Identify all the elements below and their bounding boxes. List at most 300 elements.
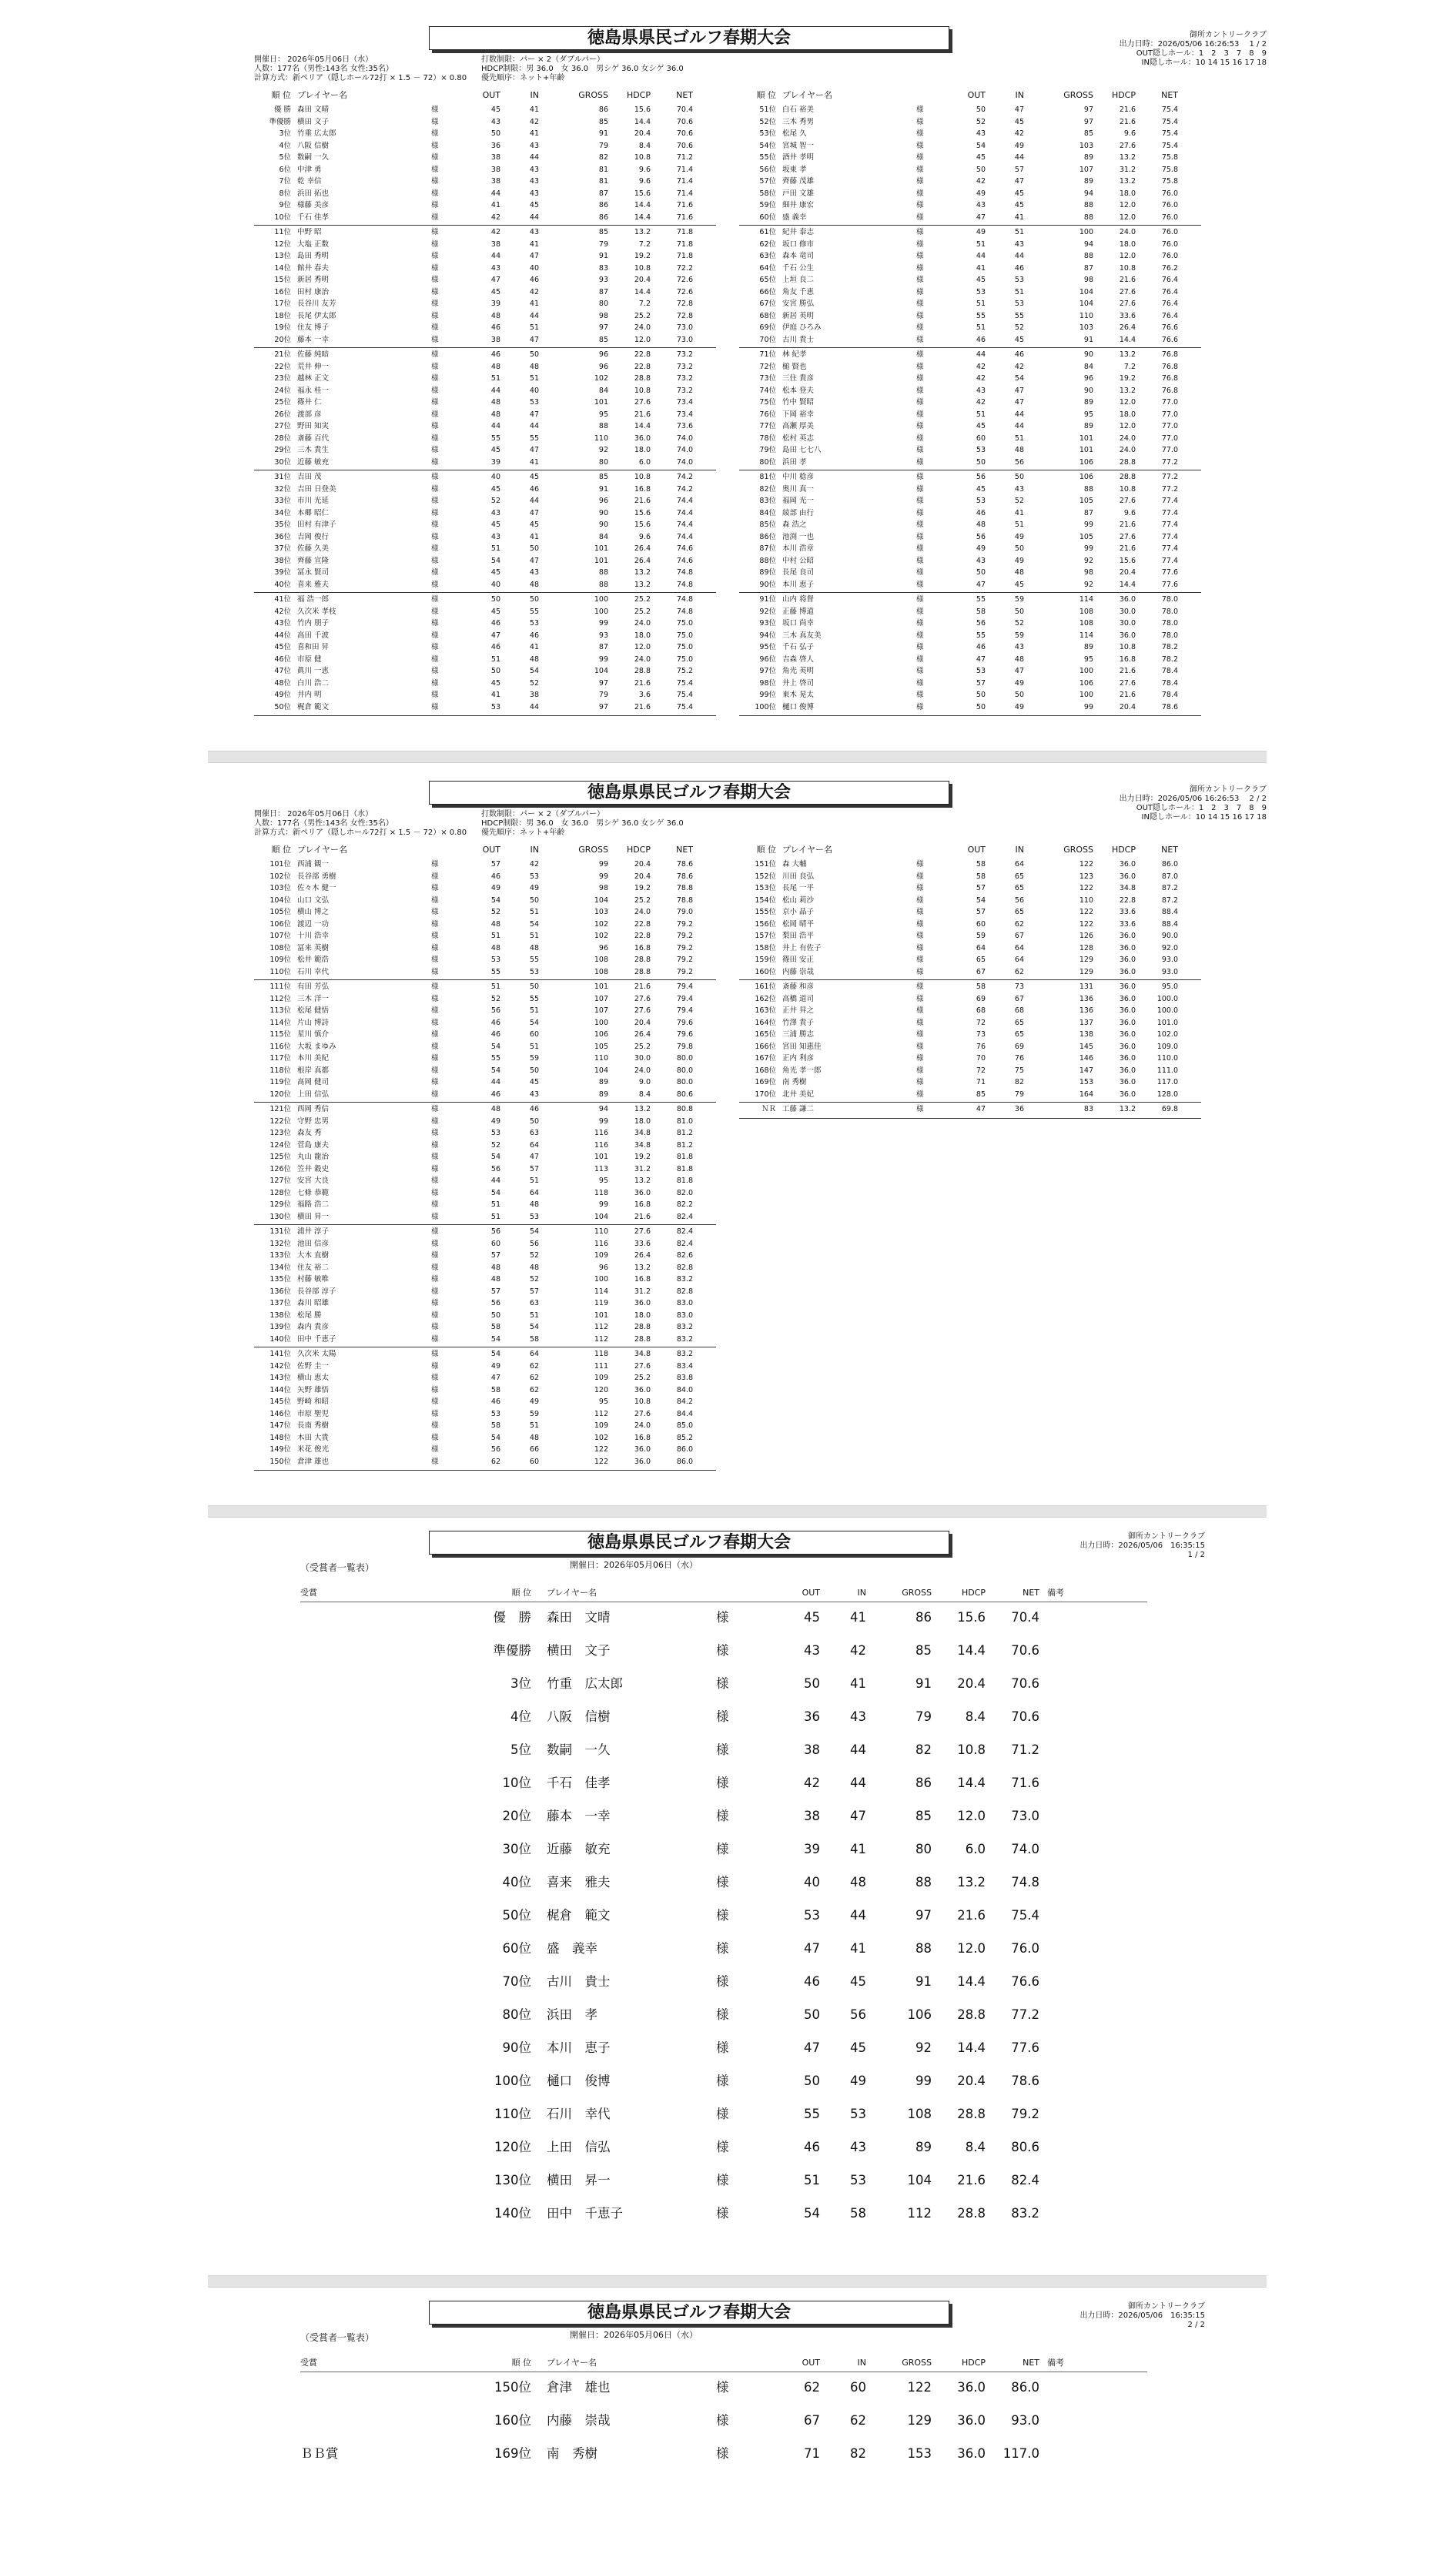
- player-name-cell: 片山 博詩: [297, 1018, 330, 1027]
- net-score-cell: 74.0: [1011, 1842, 1039, 1856]
- honorific-cell: 様: [431, 860, 439, 869]
- net-score-cell: 86.0: [1161, 860, 1178, 869]
- gross-score-cell: 89: [598, 1078, 608, 1086]
- hdcp-cell: 33.6: [634, 1239, 651, 1248]
- in-score-cell: 51: [1014, 228, 1024, 236]
- gross-score-cell: 109: [594, 1421, 608, 1430]
- hdcp-cell: 8.4: [965, 1709, 986, 1724]
- honorific-cell: 様: [716, 1709, 729, 1724]
- in-score-cell: 59: [529, 1054, 539, 1063]
- player-name-cell: 本郷 昭仁: [297, 508, 330, 517]
- rank-cell: 165位: [755, 1030, 776, 1039]
- honorific-cell: 様: [916, 595, 924, 604]
- honorific-cell: 様: [916, 919, 924, 929]
- honorific-cell: 様: [716, 1875, 729, 1890]
- in-score-cell: 54: [529, 919, 539, 929]
- results-page-1: [208, 15, 1267, 739]
- summary-section-label: （受賞者一覧表）: [300, 2332, 375, 2343]
- honorific-cell: 様: [716, 2074, 729, 2088]
- gross-score-cell: 99: [598, 619, 608, 628]
- table-row: [254, 631, 716, 641]
- group-divider: [739, 979, 1201, 980]
- rank-cell: 133位: [269, 1251, 291, 1260]
- hdcp-cell: 14.4: [1119, 335, 1136, 344]
- gross-score-cell: 145: [1079, 1042, 1093, 1051]
- table-row: [254, 642, 716, 652]
- table-row: [739, 994, 1201, 1004]
- table-row: [254, 200, 716, 210]
- gross-score-cell: 97: [915, 1908, 932, 1923]
- net-score-cell: 79.6: [676, 1030, 693, 1039]
- net-score-cell: 93.0: [1161, 956, 1178, 964]
- out-score-cell: 50: [976, 165, 986, 174]
- net-score-cell: 79.8: [676, 1042, 693, 1051]
- player-name-cell: 吉岡 俊行: [297, 532, 330, 541]
- player-name-cell: 倉津 雄也: [547, 2380, 611, 2395]
- hdcp-cell: 22.8: [1119, 895, 1136, 905]
- summary-row: [208, 2378, 1267, 2398]
- player-name-cell: 酒井 孝明: [782, 153, 815, 162]
- table-row: [254, 883, 716, 893]
- rank-cell: 75位: [759, 398, 776, 407]
- player-name-cell: 南 秀樹: [547, 2446, 597, 2461]
- player-name-cell: 館井 春夫: [297, 263, 330, 273]
- club-name: 御所カントリークラブ: [1190, 785, 1267, 794]
- net-score-cell: 73.0: [676, 335, 693, 344]
- in-score-cell: 41: [850, 1941, 866, 1956]
- honorific-cell: 様: [431, 153, 439, 162]
- hdcp-cell: 10.8: [1119, 263, 1136, 273]
- table-row: [739, 323, 1201, 333]
- player-name-cell: 梶倉 範文: [297, 702, 330, 711]
- in-score-cell: 66: [529, 1445, 539, 1454]
- in-score-cell: 48: [1014, 446, 1024, 454]
- gross-score-cell: 85: [598, 228, 608, 236]
- club-name: 御所カントリークラブ: [1128, 2302, 1205, 2311]
- in-score-cell: 49: [529, 1398, 539, 1406]
- net-score-cell: 77.2: [1161, 457, 1178, 467]
- hdcp-cell: 28.8: [634, 967, 651, 976]
- out-score-cell: 45: [976, 484, 986, 494]
- out-score-cell: 42: [976, 177, 986, 186]
- out-score-cell: 39: [490, 300, 500, 308]
- net-score-cell: 100.0: [1156, 994, 1178, 1003]
- out-score-cell: 50: [976, 568, 986, 577]
- hdcp-cell: 12.0: [1119, 201, 1136, 209]
- column-header-in: IN: [530, 845, 539, 855]
- rank-cell: 80位: [759, 457, 776, 467]
- table-row: [739, 152, 1201, 162]
- out-score-cell: 42: [976, 398, 986, 407]
- hdcp-cell: 18.0: [1119, 410, 1136, 419]
- net-score-cell: 74.0: [676, 433, 693, 443]
- net-score-cell: 74.4: [676, 508, 693, 517]
- in-score-cell: 45: [1014, 117, 1024, 126]
- in-score-cell: 62: [850, 2413, 866, 2428]
- honorific-cell: 様: [916, 860, 924, 869]
- column-header-net: NET: [676, 90, 693, 100]
- out-score-cell: 38: [490, 165, 500, 174]
- hdcp-cell: 13.2: [1119, 1105, 1136, 1113]
- player-name-cell: 細井 康宏: [782, 201, 815, 209]
- net-score-cell: 73.2: [676, 362, 693, 371]
- net-score-cell: 76.0: [1161, 189, 1178, 198]
- out-score-cell: 44: [490, 1177, 500, 1185]
- rank-cell: 73位: [759, 374, 776, 383]
- table-row: [739, 1066, 1201, 1076]
- in-score-cell: 51: [529, 1006, 539, 1015]
- out-score-cell: 49: [490, 1116, 500, 1126]
- table-row: [739, 895, 1201, 905]
- out-score-cell: 47: [976, 1105, 986, 1113]
- player-name-cell: 守野 忠男: [297, 1116, 330, 1126]
- out-score-cell: 47: [976, 580, 986, 589]
- rank-cell: 52位: [759, 117, 776, 126]
- gross-score-cell: 106: [594, 1030, 608, 1039]
- gross-score-cell: 100: [594, 1275, 608, 1284]
- table-row: [254, 931, 716, 941]
- net-score-cell: 70.4: [1011, 1610, 1039, 1625]
- out-score-cell: 38: [490, 239, 500, 249]
- gross-score-cell: 118: [594, 1350, 608, 1358]
- in-score-cell: 65: [1014, 1018, 1024, 1027]
- gross-score-cell: 110: [1079, 895, 1093, 905]
- rank-cell: 144位: [269, 1385, 291, 1394]
- hdcp-limit: HDCP制限：男 36.0 女 36.0 男シゲ 36.0 女シゲ 36.0: [481, 819, 684, 828]
- player-name-cell: 白川 浩二: [297, 678, 330, 688]
- honorific-cell: 様: [916, 521, 924, 529]
- net-score-cell: 76.6: [1161, 335, 1178, 344]
- honorific-cell: 様: [431, 872, 439, 881]
- in-score-cell: 47: [529, 1153, 539, 1161]
- net-score-cell: 85.0: [676, 1421, 693, 1430]
- rank-cell: 64位: [759, 263, 776, 273]
- hdcp-cell: 19.2: [634, 884, 651, 892]
- net-score-cell: 90.0: [1161, 932, 1178, 940]
- net-score-cell: 76.8: [1161, 350, 1178, 359]
- rank-cell: 100位: [755, 702, 776, 711]
- rank-cell: 49位: [274, 691, 291, 699]
- net-score-cell: 74.6: [676, 544, 693, 553]
- out-score-cell: 48: [490, 362, 500, 371]
- player-name-cell: 角光 英明: [782, 667, 815, 675]
- table-row: [254, 508, 716, 518]
- out-score-cell: 68: [976, 1006, 986, 1015]
- net-score-cell: 75.4: [676, 691, 693, 699]
- hdcp-cell: 12.0: [1119, 252, 1136, 260]
- rank-cell: 120位: [494, 2140, 531, 2154]
- net-score-cell: 79.2: [1011, 2107, 1039, 2121]
- page-separator: [208, 1505, 1267, 1518]
- table-row: [254, 1077, 716, 1087]
- player-name-cell: 紀井 泰志: [782, 228, 815, 236]
- in-score-cell: 43: [529, 568, 539, 577]
- out-score-cell: 85: [976, 1090, 986, 1099]
- player-name-cell: 佐藤 純暗: [297, 350, 330, 359]
- column-header-player: プレイヤー名: [547, 2358, 597, 2368]
- in-score-cell: 44: [850, 1776, 866, 1790]
- net-score-cell: 78.6: [676, 872, 693, 881]
- net-score-cell: 82.4: [676, 1227, 693, 1236]
- in-score-cell: 51: [529, 932, 539, 940]
- gross-score-cell: 88: [598, 580, 608, 589]
- net-score-cell: 73.4: [676, 398, 693, 407]
- net-score-cell: 83.8: [676, 1374, 693, 1382]
- player-name-cell: 横山 博之: [297, 908, 330, 916]
- player-name-cell: 竹中 賢昭: [782, 398, 815, 407]
- in-score-cell: 54: [529, 1323, 539, 1331]
- hdcp-cell: 31.2: [1119, 165, 1136, 174]
- gross-score-cell: 112: [594, 1323, 608, 1331]
- hdcp-cell: 21.6: [634, 497, 651, 505]
- hdcp-cell: 25.2: [634, 311, 651, 320]
- table-row: [254, 373, 716, 383]
- player-name-cell: 井内 明: [297, 691, 322, 699]
- net-score-cell: 76.0: [1161, 201, 1178, 209]
- table-row: [254, 1322, 716, 1332]
- gross-score-cell: 138: [1079, 1030, 1093, 1039]
- summary-row: [208, 1939, 1267, 1959]
- net-score-cell: 110.0: [1156, 1054, 1178, 1063]
- hdcp-cell: 36.0: [634, 1188, 651, 1197]
- rank-cell: 108位: [269, 943, 291, 952]
- honorific-cell: 様: [431, 1275, 439, 1284]
- hdcp-cell: 16.8: [634, 943, 651, 952]
- rank-cell: 113位: [269, 1006, 291, 1015]
- gross-score-cell: 100: [594, 607, 608, 616]
- in-score-cell: 69: [1014, 1042, 1024, 1051]
- honorific-cell: 様: [916, 386, 924, 395]
- club-name: 御所カントリークラブ: [1190, 31, 1267, 39]
- rank-cell: 92位: [759, 607, 776, 616]
- gross-score-cell: 112: [594, 1334, 608, 1344]
- hdcp-cell: 12.0: [1119, 398, 1136, 407]
- rank-cell: 55位: [759, 153, 776, 162]
- rank-cell: 60位: [502, 1941, 531, 1956]
- rank-cell: 103位: [269, 884, 291, 892]
- hdcp-cell: 13.2: [1119, 153, 1136, 162]
- hdcp-cell: 36.0: [1119, 1018, 1136, 1027]
- hdcp-cell: 18.0: [634, 631, 651, 640]
- in-score-cell: 53: [529, 872, 539, 881]
- player-name-cell: 松井 範浩: [297, 956, 330, 964]
- summary-row: [208, 2038, 1267, 2058]
- gross-score-cell: 86: [598, 213, 608, 222]
- net-score-cell: 75.8: [1161, 177, 1178, 186]
- hdcp-cell: 36.0: [1119, 872, 1136, 881]
- net-score-cell: 77.2: [1161, 473, 1178, 481]
- gross-score-cell: 89: [598, 1090, 608, 1099]
- in-score-cell: 50: [1014, 607, 1024, 616]
- honorific-cell: 様: [916, 1006, 924, 1015]
- player-name-cell: 松尾 勝: [297, 1310, 322, 1320]
- column-header-gross: GROSS: [1063, 845, 1093, 855]
- rank-cell: 166位: [755, 1042, 776, 1051]
- gross-score-cell: 131: [1079, 982, 1093, 991]
- honorific-cell: 様: [716, 1610, 729, 1625]
- table-row: [739, 556, 1201, 566]
- in-score-cell: 41: [850, 1842, 866, 1856]
- player-count: 人数：177名（男性:143名 女性:35名）: [254, 819, 393, 828]
- column-header-row: [208, 1586, 1267, 1600]
- out-score-cell: 49: [490, 1361, 500, 1371]
- hdcp-cell: 21.6: [1119, 276, 1136, 284]
- hdcp-cell: 36.0: [1119, 595, 1136, 604]
- rank-cell: 35位: [274, 521, 291, 529]
- hdcp-cell: 7.2: [1123, 362, 1136, 371]
- in-score-cell: 73: [1014, 982, 1024, 991]
- table-row: [739, 666, 1201, 676]
- honorific-cell: 様: [431, 484, 439, 494]
- gross-score-cell: 164: [1079, 1090, 1093, 1099]
- in-score-cell: 50: [1014, 544, 1024, 553]
- honorific-cell: 様: [431, 213, 439, 222]
- player-name-cell: 八阪 信樹: [297, 141, 330, 150]
- honorific-cell: 様: [916, 276, 924, 284]
- table-row: [254, 129, 716, 139]
- out-score-cell: 48: [490, 1105, 500, 1113]
- honorific-cell: 様: [916, 532, 924, 541]
- gross-score-cell: 79: [598, 141, 608, 150]
- out-score-cell: 51: [976, 300, 986, 308]
- table-row: [739, 129, 1201, 139]
- column-header-in: IN: [1015, 845, 1024, 855]
- out-score-cell: 44: [976, 350, 986, 359]
- group-divider: [739, 347, 1201, 348]
- hdcp-cell: 28.8: [634, 956, 651, 964]
- hdcp-cell: 21.6: [634, 678, 651, 688]
- in-score-cell: 53: [529, 619, 539, 628]
- gross-score-cell: 101: [594, 1310, 608, 1320]
- out-score-cell: 64: [976, 943, 986, 952]
- honorific-cell: 様: [431, 129, 439, 138]
- in-score-cell: 51: [529, 908, 539, 916]
- gross-score-cell: 122: [594, 1457, 608, 1466]
- player-name-cell: 七條 恭範: [297, 1188, 330, 1197]
- hdcp-cell: 20.4: [957, 2074, 986, 2088]
- honorific-cell: 様: [431, 252, 439, 260]
- honorific-cell: 様: [916, 956, 924, 964]
- out-score-cell: 48: [490, 398, 500, 407]
- in-score-cell: 42: [1014, 362, 1024, 371]
- net-score-cell: 74.8: [676, 568, 693, 577]
- hdcp-cell: 36.0: [1119, 1090, 1136, 1099]
- net-score-cell: 73.6: [676, 422, 693, 430]
- player-name-cell: 角光 孝一郎: [782, 1066, 822, 1075]
- net-score-cell: 77.4: [1161, 497, 1178, 505]
- gross-score-cell: 79: [598, 239, 608, 249]
- net-score-cell: 75.2: [676, 667, 693, 675]
- out-score-cell: 50: [804, 2007, 820, 2022]
- table-row: [254, 1140, 716, 1150]
- net-score-cell: 84.0: [676, 1385, 693, 1394]
- hdcp-cell: 33.6: [1119, 919, 1136, 929]
- rank-cell: 44位: [274, 631, 291, 640]
- gross-score-cell: 116: [594, 1239, 608, 1248]
- hdcp-cell: 20.4: [1119, 702, 1136, 711]
- table-row: [739, 484, 1201, 494]
- out-score-cell: 46: [804, 2140, 820, 2154]
- gross-score-cell: 88: [915, 1941, 932, 1956]
- gross-score-cell: 104: [594, 895, 608, 905]
- out-score-cell: 53: [976, 497, 986, 505]
- player-name-cell: 千石 弘子: [782, 643, 815, 651]
- honorific-cell: 様: [431, 619, 439, 628]
- out-score-cell: 58: [976, 607, 986, 616]
- net-score-cell: 69.8: [1161, 1105, 1178, 1113]
- summary-row: [208, 1839, 1267, 1859]
- in-score-cell: 41: [850, 1676, 866, 1691]
- honorific-cell: 様: [431, 532, 439, 541]
- out-score-cell: 44: [490, 422, 500, 430]
- gross-score-cell: 102: [594, 932, 608, 940]
- in-score-cell: 50: [529, 350, 539, 359]
- player-name-cell: 古川 貴士: [547, 1974, 611, 1989]
- net-score-cell: 81.2: [676, 1129, 693, 1137]
- honorific-cell: 様: [431, 1251, 439, 1260]
- table-row: [254, 1361, 716, 1371]
- table-row: [254, 1298, 716, 1308]
- in-score-cell: 51: [1014, 521, 1024, 529]
- table-row: [254, 1104, 716, 1114]
- table-row: [254, 1200, 716, 1210]
- table-row: [254, 1444, 716, 1454]
- hdcp-cell: 24.0: [1119, 228, 1136, 236]
- out-score-cell: 53: [490, 1129, 500, 1137]
- in-score-cell: 41: [850, 1610, 866, 1625]
- net-score-cell: 76.6: [1011, 1974, 1039, 1989]
- out-score-cell: 46: [976, 335, 986, 344]
- net-score-cell: 81.8: [676, 1153, 693, 1161]
- hdcp-cell: 14.4: [634, 117, 651, 126]
- rank-cell: 40位: [502, 1875, 531, 1890]
- in-score-cell: 64: [1014, 956, 1024, 964]
- table-row: [739, 263, 1201, 273]
- table-row: [739, 421, 1201, 431]
- player-name-cell: 田中 千恵子: [297, 1334, 336, 1344]
- player-name-cell: 浦井 淳子: [297, 1227, 330, 1236]
- net-score-cell: 77.6: [1161, 568, 1178, 577]
- rank-cell: 11位: [274, 228, 291, 236]
- out-score-cell: 55: [976, 595, 986, 604]
- summary-row: [208, 2444, 1267, 2464]
- table-row: [254, 1152, 716, 1162]
- player-name-cell: 斎藤 百代: [297, 433, 330, 443]
- gross-score-cell: 104: [907, 2173, 932, 2187]
- out-score-cell: 56: [490, 1445, 500, 1454]
- rank-cell: 29位: [274, 446, 291, 454]
- player-name-cell: 長谷川 友芳: [297, 300, 336, 308]
- gross-score-cell: 101: [594, 544, 608, 553]
- table-row: [254, 1263, 716, 1273]
- honorific-cell: 様: [716, 1842, 729, 1856]
- honorific-cell: 様: [916, 643, 924, 651]
- honorific-cell: 様: [916, 350, 924, 359]
- honorific-cell: 様: [431, 177, 439, 186]
- player-name-cell: 齊藤 宣隆: [297, 556, 330, 565]
- net-score-cell: 83.2: [676, 1334, 693, 1344]
- in-score-cell: 49: [529, 884, 539, 892]
- out-score-cell: 46: [490, 872, 500, 881]
- player-name-cell: 内藤 崇哉: [547, 2413, 611, 2428]
- hdcp-cell: 8.4: [965, 2140, 986, 2154]
- honorific-cell: 様: [431, 141, 439, 150]
- table-row: [739, 1077, 1201, 1087]
- gross-score-cell: 99: [915, 2074, 932, 2088]
- hdcp-cell: 22.8: [634, 362, 651, 371]
- gross-score-cell: 89: [1083, 422, 1093, 430]
- out-score-cell: 43: [490, 508, 500, 517]
